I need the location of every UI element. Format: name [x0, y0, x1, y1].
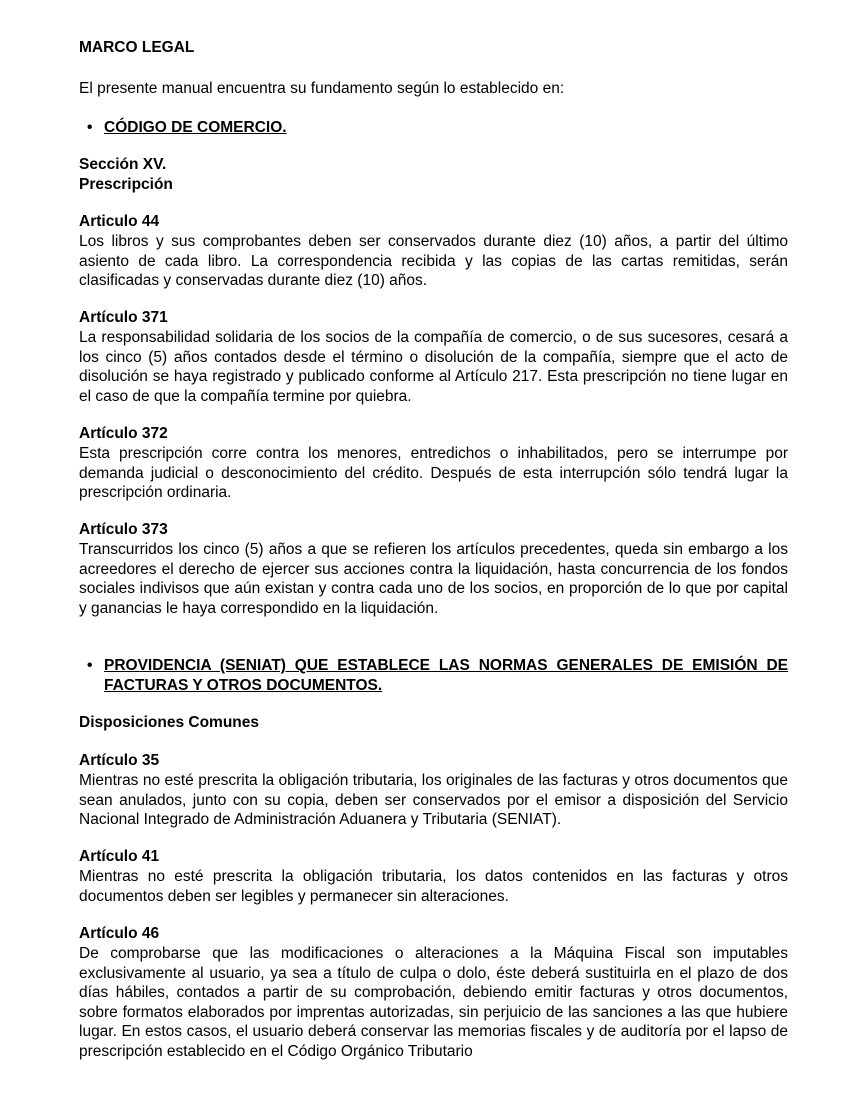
article-body: De comprobarse que las modificaciones o alteraciones a la Máquina Fiscal son imputables exclusivamente al usuario, ya sea a título de culpa o dolo, éste deberá sustituirla en el plazo de dos días hábiles, contados a partir de su comprobación, debiendo emitir facturas y otros documentos, sobre formatos elaborados por imprentas autorizadas, sin perjuicio de las sanciones a las que hubiere lugar. En estos casos, el usuario deberá conservar las memorias fiscales y de auditoría por el lapso de prescripción establecido en el Código Orgánico Tributario: [79, 945, 788, 1060]
article-title: Artículo 46: [79, 925, 160, 942]
article-title: Articulo 44: [79, 213, 160, 230]
article-body: Mientras no esté prescrita la obligación tributaria, los datos contenidos en las facturas y otros documentos deben ser legibles y permanecer sin alteraciones.: [79, 868, 788, 905]
article-body: La responsabilidad solidaria de los socios de la compañía de comercio, o de sus sucesores, cesará a los cinco (5) años contados desde el término o disolución de la compañía, siempre que el acto de disolución se haya registrado y publicado conforme al Artículo 217. Esta prescripción no tiene lugar en el caso de que la compañía termine por quiebra.: [79, 329, 788, 405]
article-title: Artículo 373: [79, 521, 168, 538]
article-body: Mientras no esté prescrita la obligación tributaria, los originales de las facturas y otros documentos que sean anulados, junto con su copia, deben ser conservados por el emisor a disposición del Servicio Nacional Integrado de Administración Aduanera y Tributaria (SENIAT).: [79, 772, 788, 828]
intro-paragraph: El presente manual encuentra su fundamento según lo establecido en:: [79, 80, 565, 97]
article-title: Artículo 41: [79, 848, 160, 865]
article-title: Artículo 372: [79, 425, 168, 442]
article-body: Transcurridos los cinco (5) años a que se refieren los artículos precedentes, queda sin embargo a los acreedores el derecho de ejercer sus acciones contra la liquidación, hasta concurrencia de los fondos sociales indivisos que aún existan y contra cada uno de los socios, en proporción de lo que por capital y ganancias le haya correspondido en la liquidación.: [79, 541, 788, 617]
article-title: Artículo 371: [79, 309, 168, 326]
section-heading: CÓDIGO DE COMERCIO.: [104, 119, 287, 136]
article-body: Esta prescripción corre contra los menores, entredichos o inhabilitados, pero se interrumpe por demanda judicial o desconocimiento del crédito. Después de esta interrupción sólo tendrá lugar la prescripción ordinaria.: [79, 445, 788, 501]
section-label: Sección XV.: [79, 156, 167, 173]
bullet-icon: •: [87, 119, 93, 136]
article-title: Artículo 35: [79, 752, 160, 769]
page-title: MARCO LEGAL: [79, 39, 195, 56]
bullet-icon: •: [87, 657, 93, 674]
article-body: Los libros y sus comprobantes deben ser conservados durante diez (10) años, a partir del último asiento de cada libro. La correspondencia recibida y las copias de las cartas remitidas, serán clasificadas y conservadas durante diez (10) años.: [79, 233, 788, 289]
section-heading: PROVIDENCIA (SENIAT) QUE ESTABLECE LAS NORMAS GENERALES DE EMISIÓN DE FACTURAS Y OTROS DOCUMENTOS.: [104, 657, 788, 694]
section-title: Prescripción: [79, 176, 173, 193]
section-subheading: Disposiciones Comunes: [79, 714, 260, 731]
